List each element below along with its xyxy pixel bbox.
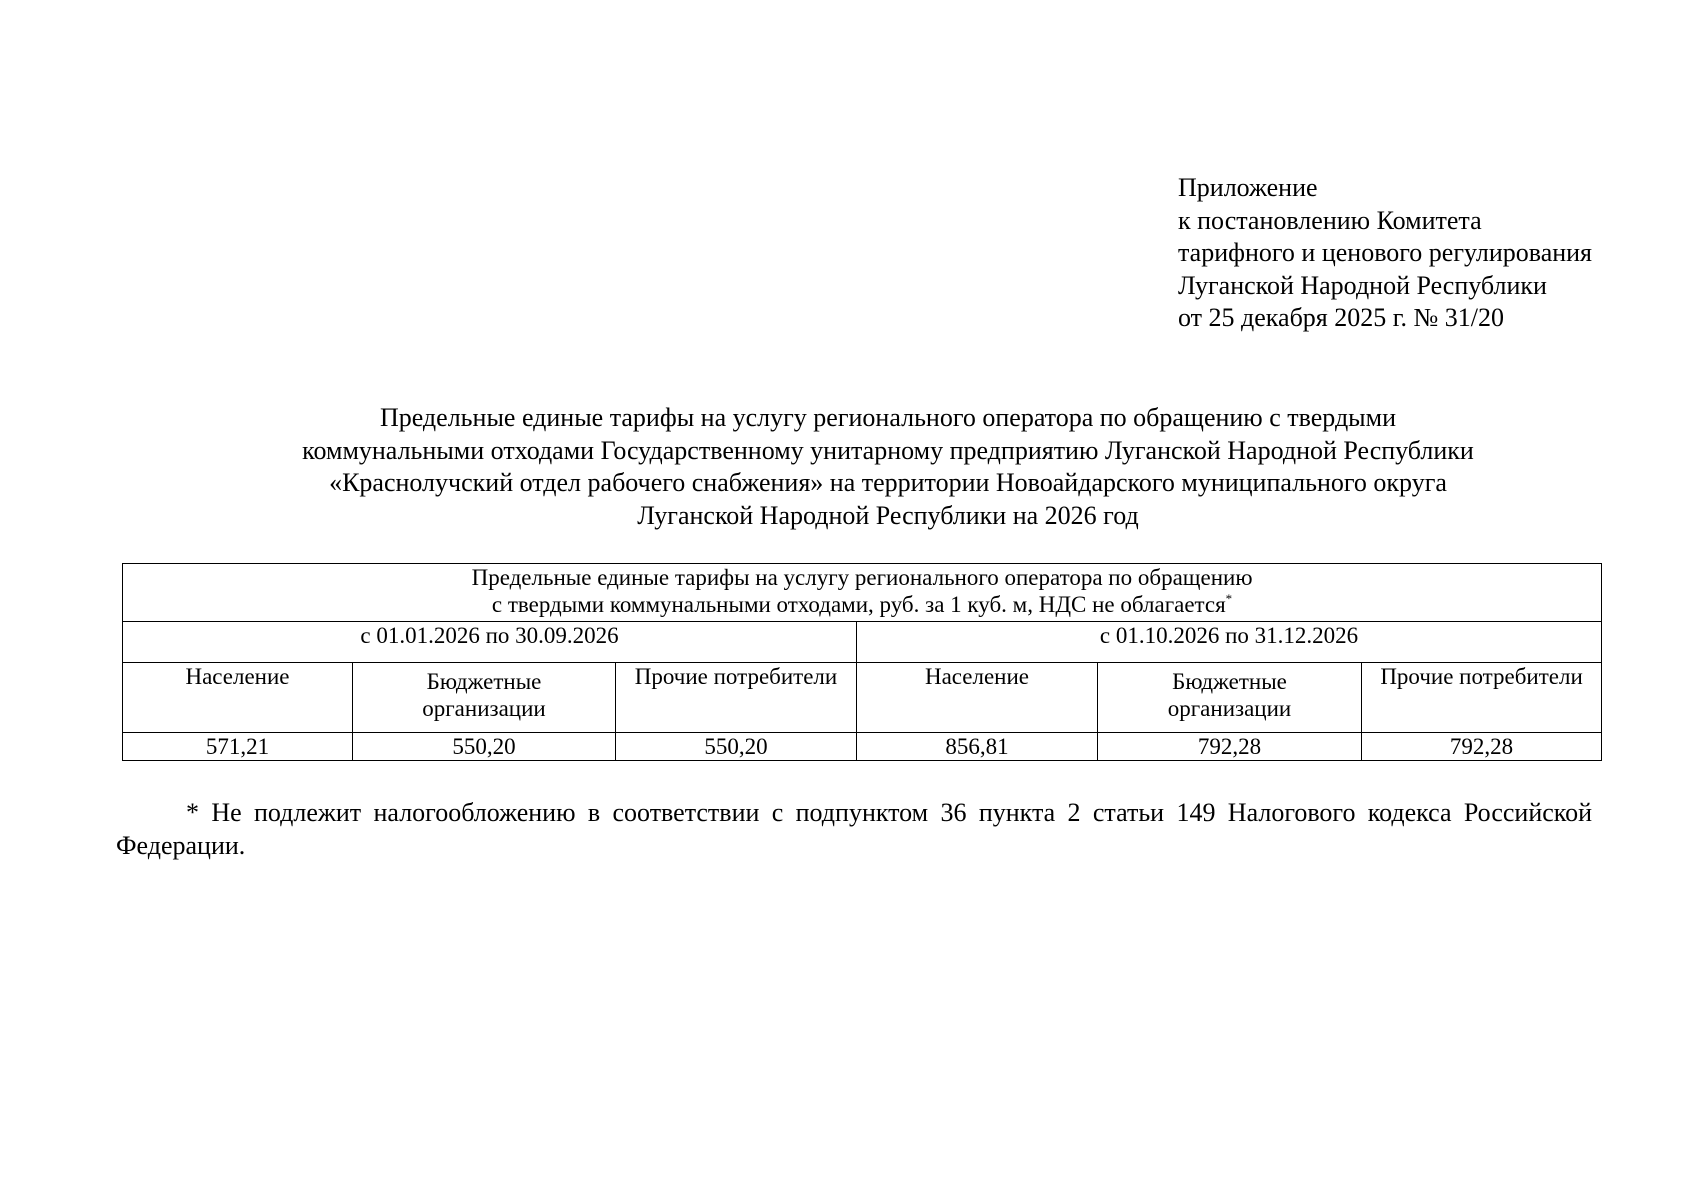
title-line: «Краснолучский отдел рабочего снабжения» на территории Новоайдарского муниципального округа bbox=[329, 468, 1447, 497]
value-row bbox=[123, 733, 1602, 761]
value-cell: 550,20 bbox=[353, 733, 616, 761]
footnote: * Не подлежит налогообложению в соответствии с подпунктом 36 пункта 2 статьи 149 Налогового кодекса Российской Федерации. bbox=[116, 798, 1592, 860]
period-cell: с 01.01.2026 по 30.09.2026 bbox=[123, 622, 857, 663]
appendix-block bbox=[1178, 172, 1592, 335]
table-header-row bbox=[123, 564, 1602, 622]
period-cell: с 01.10.2026 по 31.12.2026 bbox=[857, 622, 1602, 663]
category-cell: Бюджетные организации bbox=[1098, 663, 1362, 733]
value-cell: 571,21 bbox=[123, 733, 353, 761]
table-header-line: Предельные единые тарифы на услугу регионального оператора по обращению bbox=[471, 565, 1253, 590]
category-cell: Прочие потребители bbox=[1362, 663, 1602, 733]
title-line: Предельные единые тарифы на услугу регионального оператора по обращению с твердыми bbox=[379, 403, 1397, 432]
appendix-line: Луганской Народной Республики bbox=[1178, 270, 1547, 300]
value-cell: 550,20 bbox=[616, 733, 857, 761]
appendix-line: Приложение bbox=[1178, 173, 1318, 202]
category-cell: Бюджетные организации bbox=[353, 663, 616, 733]
appendix-line: тарифного и ценового регулирования bbox=[1178, 238, 1593, 267]
table-header-line bbox=[127, 591, 1597, 618]
category-cell: Население bbox=[857, 663, 1098, 733]
tariff-table bbox=[122, 563, 1602, 761]
category-cell: Население bbox=[123, 663, 353, 733]
value-cell: 792,28 bbox=[1362, 733, 1602, 761]
value-cell: 856,81 bbox=[857, 733, 1098, 761]
table-header-text: с твердыми коммунальными отходами, руб. за 1 куб. м, НДС не облагается bbox=[491, 592, 1226, 617]
title-line: Луганской Народной Республики на 2026 год bbox=[637, 500, 1139, 530]
title-line: коммунальными отходами Государственному унитарному предприятию Луганской Народной Республики bbox=[302, 435, 1474, 465]
period-row bbox=[123, 622, 1602, 663]
table-header-cell bbox=[123, 564, 1602, 622]
appendix-line: к постановлению Комитета bbox=[1178, 205, 1482, 235]
category-row bbox=[123, 663, 1602, 733]
appendix-line: от 25 декабря 2025 г. № 31/20 bbox=[1178, 303, 1505, 332]
value-cell: 792,28 bbox=[1098, 733, 1362, 761]
footnote-marker: * bbox=[1225, 591, 1233, 606]
document-title bbox=[120, 402, 1656, 532]
category-cell: Прочие потребители bbox=[616, 663, 857, 733]
